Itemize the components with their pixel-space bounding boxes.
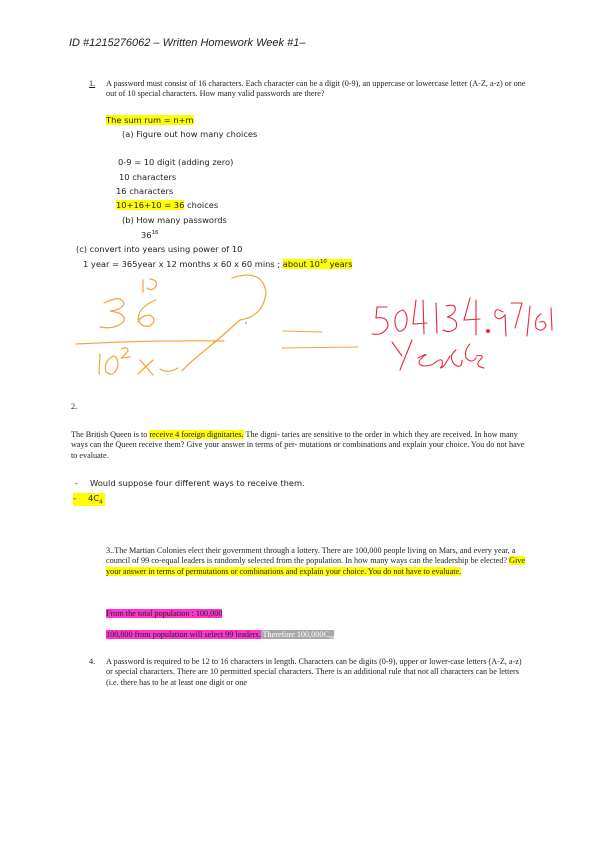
q2-bullet-2: - $4C_4$ [73,493,103,506]
q1-part-a: (a) Figure out how many choices [122,129,258,139]
q4-number: 4. [89,657,96,666]
assignment-title: – Written Homework Week #1– [150,37,306,49]
handwritten-fraction [76,275,266,375]
handwritten-result [372,298,552,370]
student-id: ID #1215276062 [69,37,151,49]
q3-line-1: From the total population : 100,000 [106,609,223,618]
q4-text: A password is required to be 12 to 16 characters in length. Characters can be digits (0-9), upper or lower-case letters (A-Z, a-z) or special characters. There are 10 permitted special characters. There is an additional rule that not all characters can be letters (i.e. there has to be at least one digit or one [106,657,522,687]
sum-line: 10+16+10 = 36 choices [116,200,219,210]
handwriting-drawing [0,270,595,390]
q2-bullet-1: - Would suppose four different ways to receive them. [75,478,305,488]
ten-chars-line: 10 characters [119,172,177,182]
q2-number: 2. [71,402,78,411]
handwritten-dot [245,322,247,324]
q2-text: The British Queen is to receive 4 foreign dignitaries. The digni- taries are sensitive to the order in which they are received. In how many ways can the Queen receive them? Give your answer in terms of per- mutations or combinations and explain your choice. You do not have to evaluate. [71,430,525,460]
q1-part-c: (c) convert into years using power of 10 [76,244,243,254]
q1-part-b: (b) How many passwords [122,215,227,225]
password-count: $36^{16}$ [141,230,159,240]
q3-line-2: 100,000 from population will select 99 leaders. Therefore $100,000C_{99}$ [106,630,335,642]
sixteen-chars-line: 16 characters [116,186,174,196]
q3-text: 3..The Martian Colonies elect their government through a lottery. There are 100,000 people living on Mars, and every year, a council of 99 co-equal leaders is randomly selected from the population. In how many ways can the leadership be elected? Give your answer in terms of permutations or combinations and explain your choice. You do not have to evaluate. [106,546,526,576]
year-line: 1 year = 365year x 12 months x 60 x 60 mins ; about $10^{10}$ years [83,259,353,269]
page-header [69,37,305,49]
handwritten-lines [282,331,358,348]
q1-number: 1. [89,79,96,88]
q1-text: A password must consist of 16 characters. Each character can be a digit (0-9), an uppercase or lowercase letter (A-Z, a-z) or one out of 10 special characters. How many valid passwords are there? [106,79,526,99]
digits-line: 0-9 = 10 digit (adding zero) [118,157,234,167]
sum-rule: The sum rum = n+m [106,115,194,125]
